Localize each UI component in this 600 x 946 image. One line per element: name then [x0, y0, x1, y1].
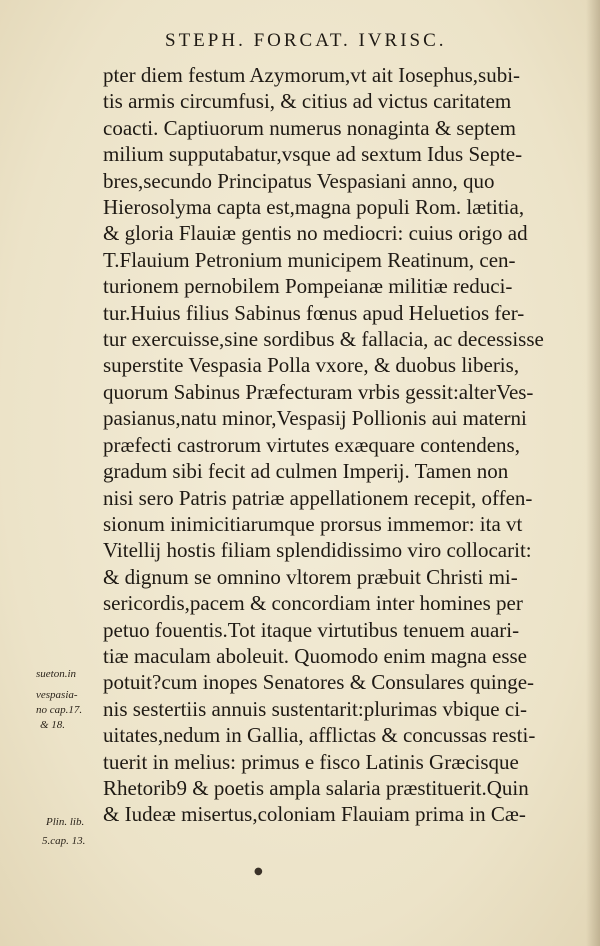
running-header: STEPH. FORCAT. IVRISC. — [165, 30, 447, 51]
text-line: Rhetorib9 & poetis ampla salaria præstituerit.Quin — [103, 775, 529, 800]
text-line: præfecti castrorum virtutes exæquare contendens, — [103, 432, 520, 457]
text-line: nis sestertiis annuis sustentarit:plurimas vbique ci- — [103, 696, 528, 721]
text-line: T.Flauium Petronium municipem Reatinum, cen- — [103, 247, 516, 272]
text-line: tur.Huius filius Sabinus fœnus apud Heluetios fer- — [103, 300, 525, 325]
text-line: quorum Sabinus Præfecturam vrbis gessit:alterVes- — [103, 379, 534, 404]
margin-note-line: sueton.in — [36, 668, 77, 680]
text-line: sericordis,pacem & concordiam inter homines per — [103, 591, 523, 616]
text-line: & dignum se omnino vltorem præbuit Christi mi- — [103, 564, 518, 589]
margin-note-line: & 18. — [40, 719, 66, 731]
text-line: turionem pernobilem Pompeianæ militiæ reduci- — [103, 274, 513, 299]
text-line: tiæ maculam aboleuit. Quomodo enim magna esse — [103, 643, 527, 668]
text-line: uitates,nedum in Gallia, afflictas & concussas resti- — [103, 723, 536, 748]
text-line: coacti. Captiuorum numerus nonaginta & septem — [103, 115, 516, 140]
text-line: bres,secundo Principatus Vespasiani anno, quo — [103, 168, 495, 193]
text-line: potuit?cum inopes Senatores & Consulares quinge- — [103, 670, 535, 695]
print-ornament-dot: ● — [254, 866, 263, 877]
margin-note-line: no cap.17. — [36, 704, 83, 716]
text-line: gradum sibi fecit ad culmen Imperij. Tamen non — [103, 459, 509, 484]
margin-note-line: vespasia- — [36, 689, 78, 701]
text-line: nisi sero Patris patriæ appellationem recepit, offen- — [103, 485, 533, 510]
text-line: superstite Vespasia Polla vxore, & duobus liberis, — [103, 353, 520, 378]
text-line: tis armis circumfusi, & citius ad victus caritatem — [103, 89, 512, 114]
text-line: & gloria Flauiæ gentis no mediocri: cuius origo ad — [103, 221, 528, 246]
margin-note-line: 5.cap. 13. — [42, 835, 86, 847]
text-line: milium supputabatur,vsque ad sextum Idus Septe- — [103, 142, 523, 167]
text-line: sionum inimicitiarumque prorsus immemor: ita vt — [103, 511, 523, 536]
text-line: Hierosolyma capta est,magna populi Rom. lætitia, — [103, 195, 525, 220]
text-line: tur exercuisse,sine sordibus & fallacia, ac decessisse — [103, 327, 544, 352]
margin-note-suetonius — [36, 668, 82, 732]
text-line: pter diem festum Azymorum,vt ait Iosephus,subi- — [103, 63, 521, 87]
body-text — [103, 62, 567, 828]
page-edge-shadow — [586, 0, 600, 946]
text-line: & Iudeæ misertus,coloniam Flauiam prima in Cæ- — [103, 802, 526, 827]
margin-note-pliny — [42, 816, 86, 848]
text-line: Vitellij hostis filiam splendidissimo viro collocarit: — [103, 538, 532, 563]
margin-note-line: Plin. lib. — [46, 816, 85, 828]
text-line: pasianus,natu minor,Vespasij Pollionis aui materni — [103, 406, 527, 431]
text-line: petuo fouentis.Tot itaque virtutibus tenuem auari- — [103, 617, 520, 642]
text-line: tuerit in melius: primus e fisco Latinis Græcisque — [103, 749, 519, 774]
